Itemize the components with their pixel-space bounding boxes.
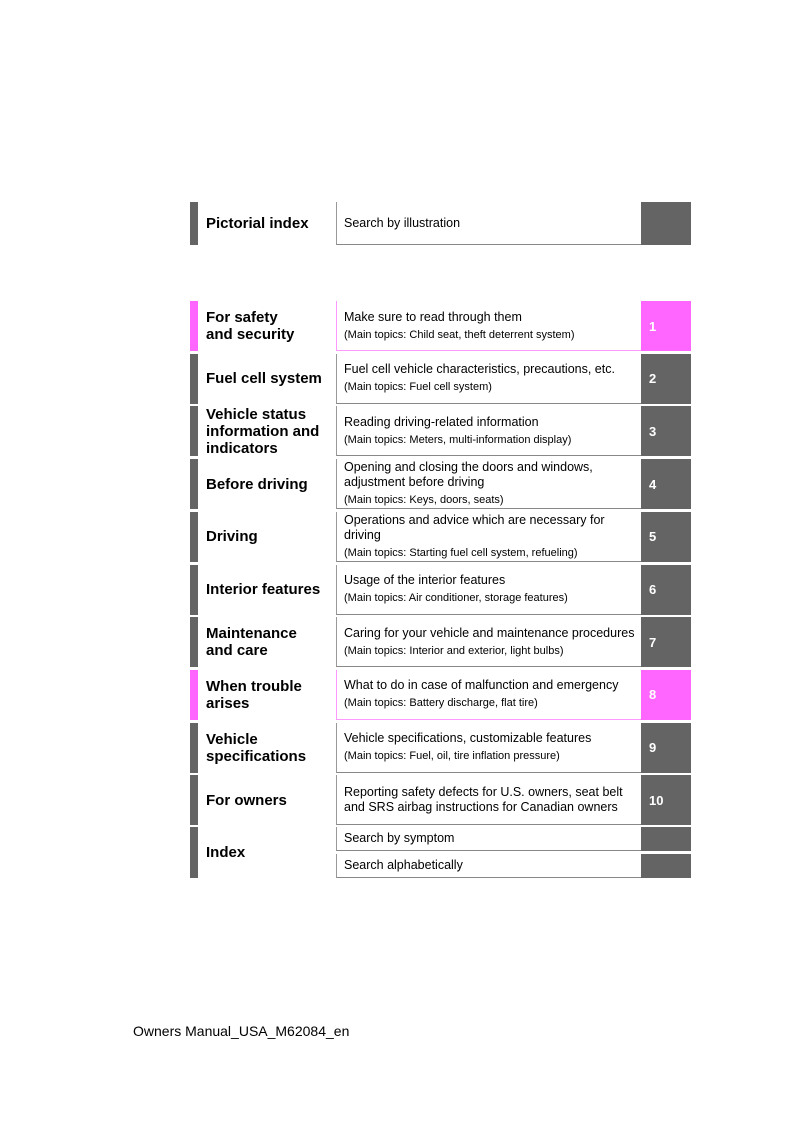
section-marker — [190, 354, 198, 404]
pictorial-index-row[interactable] — [190, 202, 691, 245]
chapter-row-7[interactable] — [190, 617, 691, 667]
chapter-title: When trouble arises — [206, 677, 302, 712]
chapter-description — [336, 775, 641, 825]
description-text: What to do in case of malfunction and emergency — [344, 678, 619, 693]
section-tab[interactable] — [641, 202, 691, 245]
section-title: Pictorial index — [206, 215, 309, 232]
chapter-row-2[interactable] — [190, 354, 691, 404]
description-text: Make sure to read through them — [344, 309, 522, 324]
chapter-description — [336, 617, 641, 667]
chapter-tab[interactable]: 2 — [641, 354, 691, 404]
section-marker — [190, 459, 198, 509]
section-marker — [190, 512, 198, 562]
description-text: Caring for your vehicle and maintenance procedures — [344, 625, 635, 640]
section-description — [336, 827, 641, 851]
chapter-description — [336, 354, 641, 404]
description-text: Operations and advice which are necessary for driving — [344, 512, 605, 542]
main-topics: (Main topics: Fuel, oil, tire inflation pressure) — [344, 750, 560, 763]
description-text: Opening and closing the doors and windows, adjustment before driving — [344, 460, 593, 490]
chapter-description — [336, 723, 641, 773]
chapter-tab[interactable]: 6 — [641, 565, 691, 615]
section-tab[interactable] — [641, 854, 691, 878]
chapter-description — [336, 301, 641, 351]
chapter-description — [336, 670, 641, 720]
chapter-tab[interactable]: 1 — [641, 301, 691, 351]
section-marker — [190, 202, 198, 245]
main-topics: (Main topics: Child seat, theft deterrent system) — [344, 328, 575, 341]
description-text: Reporting safety defects for U.S. owners, seat belt and SRS airbag instructions for Canadian owners — [344, 784, 623, 814]
chapter-tab[interactable]: 3 — [641, 406, 691, 456]
section-description — [336, 854, 641, 878]
chapter-row-3[interactable] — [190, 406, 691, 456]
section-marker — [190, 565, 198, 615]
chapter-row-9[interactable] — [190, 723, 691, 773]
description-text: Usage of the interior features — [344, 573, 506, 587]
chapter-title: Maintenance and care — [206, 625, 297, 660]
description-text: Fuel cell vehicle characteristics, precautions, etc. — [344, 362, 615, 377]
section-marker — [190, 827, 198, 878]
chapter-row-6[interactable] — [190, 565, 691, 615]
chapter-row-8[interactable] — [190, 670, 691, 720]
chapter-tab[interactable]: 8 — [641, 670, 691, 720]
chapter-tab[interactable]: 5 — [641, 512, 691, 562]
main-topics: (Main topics: Starting fuel cell system, refueling) — [344, 546, 578, 559]
main-topics: (Main topics: Air conditioner, storage features) — [344, 592, 568, 604]
chapter-row-5[interactable] — [190, 512, 691, 562]
main-topics: (Main topics: Interior and exterior, light bulbs) — [344, 644, 564, 657]
section-marker — [190, 723, 198, 773]
chapter-tab[interactable]: 10 — [641, 775, 691, 825]
chapter-row-10[interactable] — [190, 775, 691, 825]
footer-doc-id: Owners Manual_USA_M62084_en — [133, 1023, 350, 1039]
section-tab[interactable] — [641, 827, 691, 851]
main-topics: (Main topics: Keys, doors, seats) — [344, 494, 504, 507]
section-marker — [190, 406, 198, 456]
main-topics: (Main topics: Battery discharge, flat tire) — [344, 697, 538, 710]
index-search-alphabetically[interactable] — [336, 854, 691, 878]
chapter-title: For owners — [206, 791, 287, 809]
description-text: Search alphabetically — [344, 858, 463, 872]
section-description[interactable] — [336, 202, 641, 245]
description-text: Reading driving-related information — [344, 414, 539, 429]
description-text: Search by illustration — [344, 215, 461, 230]
chapter-row-1[interactable] — [190, 301, 691, 351]
chapter-title: Vehicle specifications — [206, 730, 307, 765]
chapter-title: Vehicle status information and indicators — [206, 405, 320, 457]
chapter-title: Driving — [206, 528, 258, 546]
chapter-title: Interior features — [206, 581, 321, 598]
main-topics: (Main topics: Meters, multi-information display) — [344, 433, 572, 446]
chapter-description — [336, 565, 641, 615]
chapter-title: For safety and security — [206, 309, 295, 343]
chapter-title: Before driving — [206, 475, 308, 493]
main-topics: (Main topics: Fuel cell system) — [344, 381, 492, 394]
section-marker — [190, 775, 198, 825]
section-title: Index — [206, 844, 246, 861]
chapter-description — [336, 406, 641, 456]
section-marker — [190, 617, 198, 667]
index-search-by-symptom[interactable] — [336, 827, 691, 851]
description-text: Search by symptom — [344, 831, 455, 845]
description-text: Vehicle specifications, customizable features — [344, 731, 592, 746]
chapter-description — [336, 459, 641, 509]
chapter-tab[interactable]: 4 — [641, 459, 691, 509]
chapter-tab[interactable]: 9 — [641, 723, 691, 773]
section-marker — [190, 670, 198, 720]
chapter-description — [336, 512, 641, 562]
chapter-row-4[interactable] — [190, 459, 691, 509]
chapter-title: Fuel cell system — [206, 370, 322, 388]
index-row — [190, 827, 691, 878]
section-marker — [190, 301, 198, 351]
chapter-tab[interactable]: 7 — [641, 617, 691, 667]
